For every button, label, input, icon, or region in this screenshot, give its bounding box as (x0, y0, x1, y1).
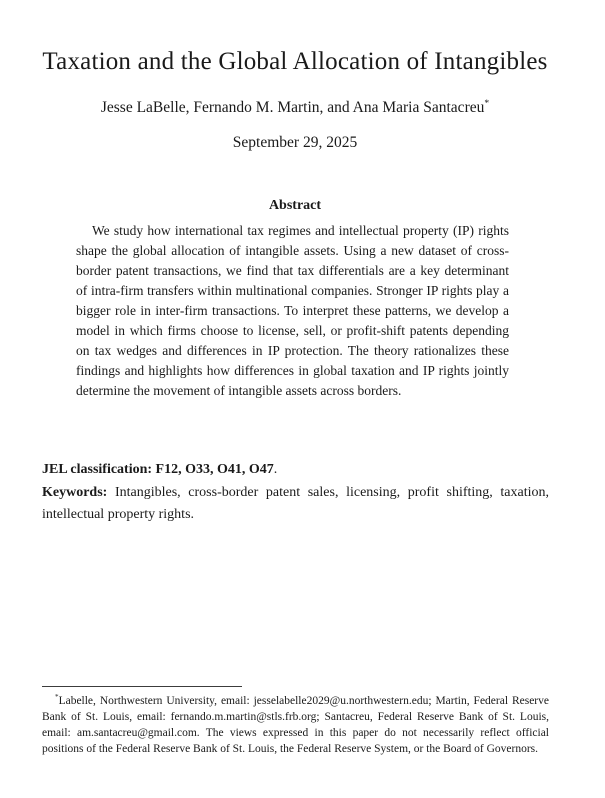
footnote-body: Labelle, Northwestern University, email: jesselabelle2029@u.northwestern.edu; Martin, Federal Reserve Bank of St. Louis, email: fernando.m.martin@stls.frb.org; Santacreu, Federal Reserve Bank of St. Louis, email: am.santacreu@gmail.com. The views expressed in this paper do not necessarily reflect official positions of the Federal Reserve Bank of St. Louis, the Federal Reserve System, or the Board of Governors. (42, 695, 549, 755)
jel-classification-line (42, 459, 549, 482)
keywords-line (42, 482, 549, 527)
abstract-heading: Abstract (268, 198, 322, 213)
author-line (42, 99, 548, 117)
footnote-marker: * (55, 693, 59, 702)
footnote-section (42, 686, 549, 757)
jel-classification-suffix: . (273, 462, 278, 477)
author-names: Jesse LaBelle, Fernando M. Martin, and Ana Maria Santacreu (100, 99, 485, 116)
paper-title: Taxation and the Global Allocation of Intangibles (42, 48, 548, 75)
author-footnote-marker: * (484, 97, 490, 109)
jel-classification-label: JEL classification: F12, O33, O41, O47 (42, 462, 274, 477)
keywords-label: Keywords: (42, 484, 108, 500)
footnote-text (42, 693, 549, 757)
jel-keywords-block (42, 459, 549, 527)
footnote-rule (42, 686, 242, 687)
abstract-text: We study how international tax regimes and intellectual property (IP) rights shape the global allocation of intangible assets. Using a new dataset of cross-border patent transactions, we find that tax differentials are a key determinant of intra-firm transfers within multinational companies. Stronger IP rights play a bigger role in inter-firm transactions. To interpret these patterns, we develop a model in which firms choose to license, sell, or profit-shift patents depending on tax wedges and differences in IP protection. The theory rationalizes these findings and highlights how differences in global taxation and IP rights jointly determine the movement of intangible assets across borders. (76, 223, 509, 398)
paper-date: September 29, 2025 (232, 134, 358, 151)
keywords-text: Intangibles, cross-border patent sales, licensing, profit shifting, taxation, intellectual property rights. (42, 484, 549, 522)
